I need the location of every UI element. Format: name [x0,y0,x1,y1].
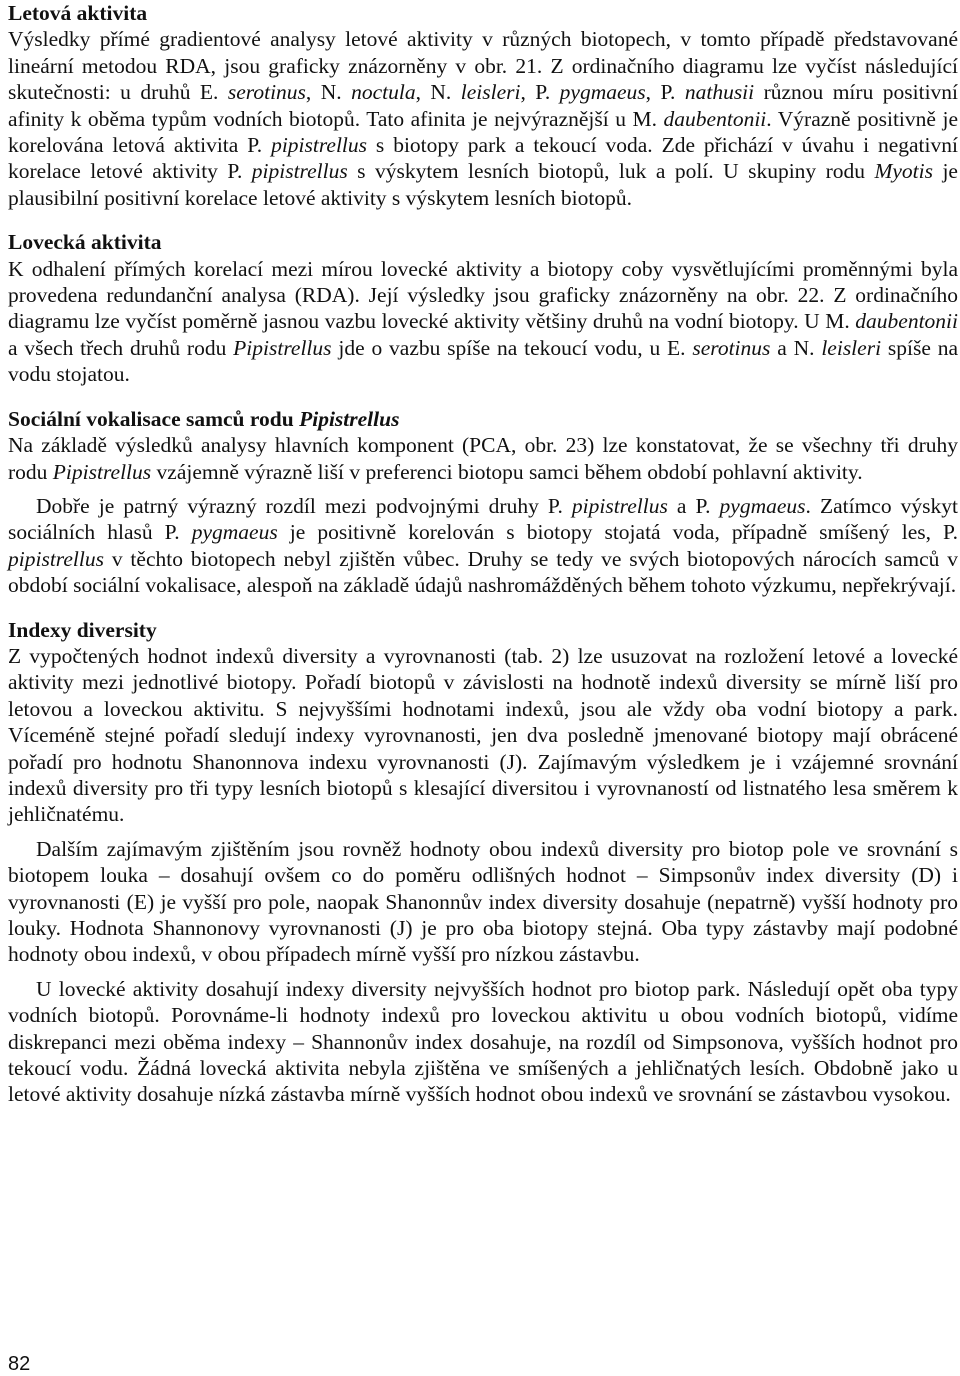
text-run: s výskytem lesních biotopů, luk a polí. U skupiny rodu [347,159,875,184]
text-run: Z vypočtených hodnot indexů diversity a vyrovnanosti (tab. 2) lze usuzovat na rozložení letové a lovecké aktivity mezi jednotlivé biotopy. Pořadí biotopů v závislosti na hodnotě indexů diversity se mírně liší pro letovou a loveckou aktivitu. S nejvyššími hodnotami indexů, jsou ale vždy oba vodní biotopy a park. Víceméně stejné pořadí sledují indexy vyrovnanosti, jen dva posledně jmenované biotopy mají obrácené pořadí pro hodnotu Shanonnova indexu vyrovnanosti (J). Zajímavým výsledkem je i vzájemné srovnání indexů diversity pro tři typy lesních biotopů s klesající diversitou i vyrovnaností od listnatého lesa směrem k jehličnatému. [8,643,958,827]
italic-run: Pipistrellus [233,335,332,360]
paragraph [8,256,958,388]
paragraph [8,976,958,1108]
italic-run: pygmaeus [719,493,806,518]
text-run: U lovecké aktivity dosahují indexy diversity nejvyšších hodnot pro biotop park. Následují opět oba typy vodních biotopů. Porovnáme-li hodnoty indexů pro loveckou aktivitu u obou vodních biotopů, vidíme diskrepanci mezi oběma indexy – Shannonův index dosahuje, na rozdíl od Simpsonova, vyšších hodnot pro tekoucí vodu. Žádná lovecká aktivita nebyla zjištěna ve smíšených a jehličnatých lesích. Obdobně jako u letové aktivity dosahuje nízká zástavba mírně vyšších hodnot obou indexů ve srovnání se zástavbou vysokou. [8,976,958,1107]
section-indexy-diversity [8,617,958,1108]
heading-text: Sociální vokalisace samců rodu [8,406,294,431]
text-run: K odhalení přímých korelací mezi mírou lovecké aktivity a biotopy coby vysvětlujícími proměnnými byla provedena redundanční analysa (RDA). Její výsledky jsou graficky znázorněny na obr. 22. Z ordinačního diagramu lze vyčíst poměrně jasnou vazbu lovecké aktivity většiny druhů na vodní biotopy. U M. [8,256,958,334]
text-run: vzájemně výrazně liší v preferenci biotopu samci během období pohlavní aktivity. [151,459,863,484]
italic-run: pipistrellus [271,133,368,158]
text-run: Dobře je patrný výrazný rozdíl mezi podvojnými druhy P. [36,493,572,518]
italic-run: Pipistrellus [52,459,152,484]
section-heading: Letová aktivita [8,1,148,25]
text-run: jde o vazbu spíše na tekoucí vodu, u E. [331,335,693,360]
text-run: a N. [770,335,822,360]
text-run: v těchto biotopech nebyl zjištěn vůbec. Druhy se tedy ve svých biotopových nárocích samců v období sociální vokalisace, alespoň na základě údajů nashromážděných během tohoto výzkumu, nepřekrývají. [8,546,958,598]
italic-run: Myotis [874,159,934,184]
italic-run: pipistrellus [571,493,668,518]
text-run: s biotopy park a tekoucí voda. Zde přichází v úvahu i negativní korelace letové aktivity P. [8,133,958,184]
italic-run: pipistrellus [251,159,348,184]
section-letova-aktivita [8,0,958,211]
text-run: . Zatímco výskyt sociálních hlasů P. [8,493,958,545]
italic-run: leisleri [821,335,882,360]
text-run: , N. [415,80,461,105]
section-heading [8,406,958,432]
section-heading: Lovecká aktivita [8,230,162,255]
section-lovecka-aktivita [8,229,958,387]
text-run: , N. [305,80,352,105]
italic-run: daubentonii [855,309,958,334]
italic-run: leisleri [460,80,521,105]
text-run: Dalším zajímavým zjištěním jsou rovněž hodnoty obou indexů diversity pro biotop pole ve srovnání s biotopem louka – dosahují ovšem co do poměru odlišných hodnot – Simpsonův index diversity (D) i vyrovnanosti (E) je vyšší pro pole, naopak Shanonnův index diversity dosahuje (nepatrně) vyšší hodnoty pro louky. Hodnota Shannonovy vyrovnanosti (J) je pro oba biotopy stejná. Oba typy zástavby mají podobné hodnoty obou indexů, v obou případech mírně vyšší pro nízkou zástavbu. [8,836,958,967]
italic-run: daubentonii [663,106,767,131]
section-heading: Indexy diversity [8,617,157,642]
text-run: je positivně korelován s biotopy stojatá voda, případně smíšený les, P. [277,520,958,545]
text-run: , P. [520,80,560,105]
text-run: a P. [667,493,720,518]
paragraph [8,432,958,485]
italic-run: nathusii [684,80,755,105]
heading-italic-text: Pipistrellus [299,406,400,431]
section-socialni-vokalisace [8,406,958,599]
italic-run: noctula [351,80,416,105]
text-run: různou míru positivní afinity k oběma typům vodních biotopů. Tato afinita je nejvýraznější u M. [8,80,959,131]
text-run: je plausibilní positivní korelace letové aktivity s výskytem lesních biotopů. [8,159,958,210]
text-run: Na základě výsledků analysy hlavních komponent (PCA, obr. 23) lze konstatovat, že se všechny tři druhy rodu [8,433,958,484]
text-run: , P. [645,80,685,105]
italic-run: pipistrellus [8,546,104,571]
paragraph [8,26,958,211]
text-run: spíše na vodu stojatou. [8,335,958,387]
text-run: . Výrazně positivně je korelována letová aktivita P. [8,106,958,158]
document-page [8,0,958,1108]
paragraph [8,643,958,828]
italic-run: serotinus [227,80,306,105]
text-run: Výsledky přímé gradientové analysy letové aktivity v různých biotopech, v tomto případě představované lineární metodou RDA, jsou graficky znázorněny v obr. 21. Z ordinačního diagramu lze vyčíst následující skutečnosti: u druhů E. [8,27,958,105]
text-run: a všech třech druhů rodu [8,335,234,360]
page-number: 82 [8,1353,31,1375]
paragraph [8,836,958,968]
paragraph [8,493,958,599]
italic-run: pygmaeus [559,80,646,105]
italic-run: serotinus [692,335,771,360]
italic-run: pygmaeus [191,520,278,545]
